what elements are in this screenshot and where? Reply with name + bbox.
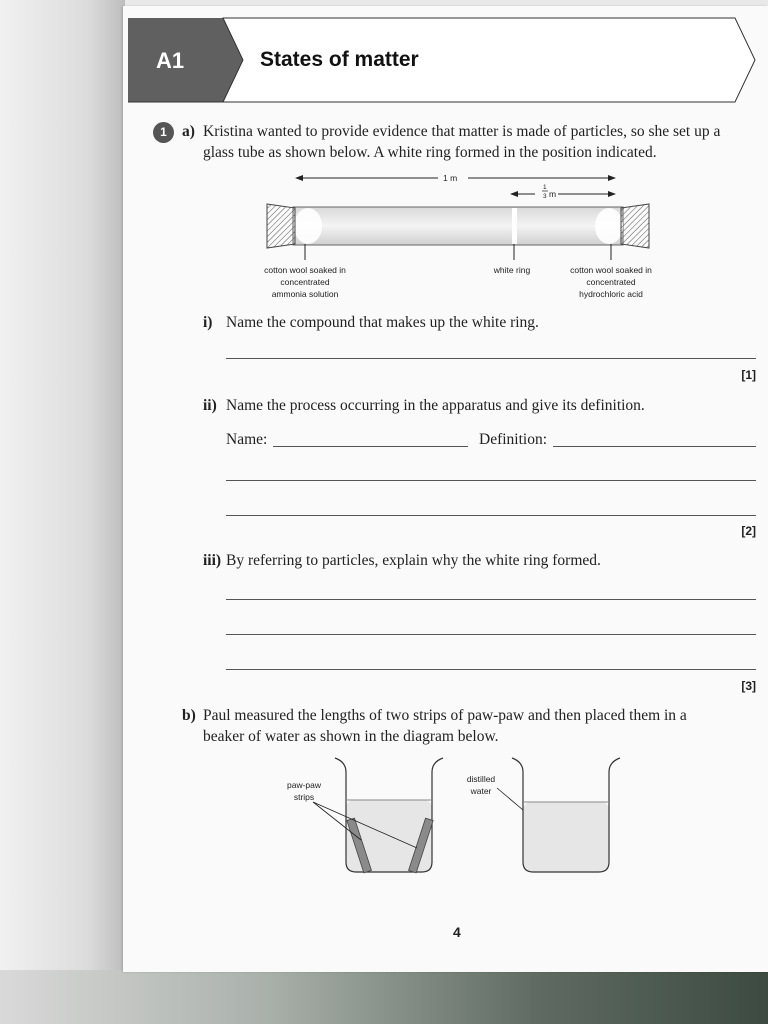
page-title: States of matter: [260, 48, 419, 71]
glass-tube: [293, 207, 623, 245]
part-i-text: Name the compound that makes up the white ring.: [226, 314, 539, 331]
fraction-numerator: 1: [543, 184, 547, 191]
cotton-wool-left: [294, 208, 322, 244]
worksheet-page: [123, 6, 768, 972]
beakers-diagram: [273, 752, 643, 882]
cotton-wool-right: [595, 208, 623, 244]
background-shadow-left: [0, 0, 125, 1024]
part-ii-label: ii): [203, 397, 217, 414]
glass-tube-diagram: [243, 170, 663, 300]
page-number: 4: [453, 924, 461, 940]
length-total-label: 1 m: [443, 173, 458, 183]
label-distilled-water-1: distilled: [466, 774, 496, 784]
definition-label: Definition:: [479, 431, 548, 448]
unit-label: A1: [156, 48, 185, 73]
part-ii-text: Name the process occurring in the apparatus and give its definition.: [226, 397, 645, 414]
part-a-label: a): [182, 123, 195, 140]
answer-line-iii-2[interactable]: [226, 634, 756, 635]
answer-line-name[interactable]: [273, 446, 468, 447]
background-shadow-bottom: [0, 970, 768, 1024]
label-distilled-water-2: water: [470, 786, 492, 796]
header-banner: [123, 6, 768, 106]
marks-iii: [3]: [741, 679, 756, 693]
answer-line-iii-3[interactable]: [226, 669, 756, 670]
question-number-badge: 1: [153, 122, 174, 143]
length-part-label: m: [549, 189, 557, 199]
name-label: Name:: [226, 431, 268, 448]
label-left-1: cotton wool soaked in: [264, 265, 346, 275]
length-arrow-third: [510, 184, 616, 200]
part-b-text-line2: beaker of water as shown in the diagram below.: [203, 728, 499, 745]
label-paw-paw-2: strips: [293, 792, 315, 802]
answer-line-iii-1[interactable]: [226, 599, 756, 600]
white-ring: [512, 208, 517, 244]
length-arrow-total: [295, 173, 616, 183]
fraction-denominator: 3: [543, 193, 547, 200]
answer-line-ii-2[interactable]: [226, 480, 756, 481]
part-iii-label: iii): [203, 552, 222, 569]
answer-line-definition[interactable]: [553, 446, 756, 447]
label-right-3: hydrochloric acid: [579, 289, 643, 299]
bung-left: [267, 204, 295, 248]
label-right-2: concentrated: [586, 277, 636, 287]
label-paw-paw-1: paw-paw: [286, 780, 322, 790]
label-left-2: concentrated: [280, 277, 330, 287]
beaker-with-strips: [313, 758, 443, 873]
bung-right: [621, 204, 649, 248]
label-left-3: ammonia solution: [271, 289, 339, 299]
label-right-1: cotton wool soaked in: [570, 265, 652, 275]
part-a-text-line1: Kristina wanted to provide evidence that matter is made of particles, so she set up a: [203, 123, 721, 140]
answer-line-ii-3[interactable]: [226, 515, 756, 516]
part-i-label: i): [203, 314, 213, 331]
part-b-label: b): [182, 707, 196, 724]
part-b-text-line1: Paul measured the lengths of two strips of paw-paw and then placed them in a: [203, 707, 687, 724]
marks-ii: [2]: [741, 524, 756, 538]
part-iii-text: By referring to particles, explain why the white ring formed.: [226, 552, 601, 569]
part-a-text-line2: glass tube as shown below. A white ring formed in the position indicated.: [203, 144, 657, 161]
label-white-ring: white ring: [493, 265, 531, 275]
answer-line-i[interactable]: [226, 358, 756, 359]
marks-i: [1]: [741, 368, 756, 382]
beaker-water-only: [497, 758, 620, 872]
